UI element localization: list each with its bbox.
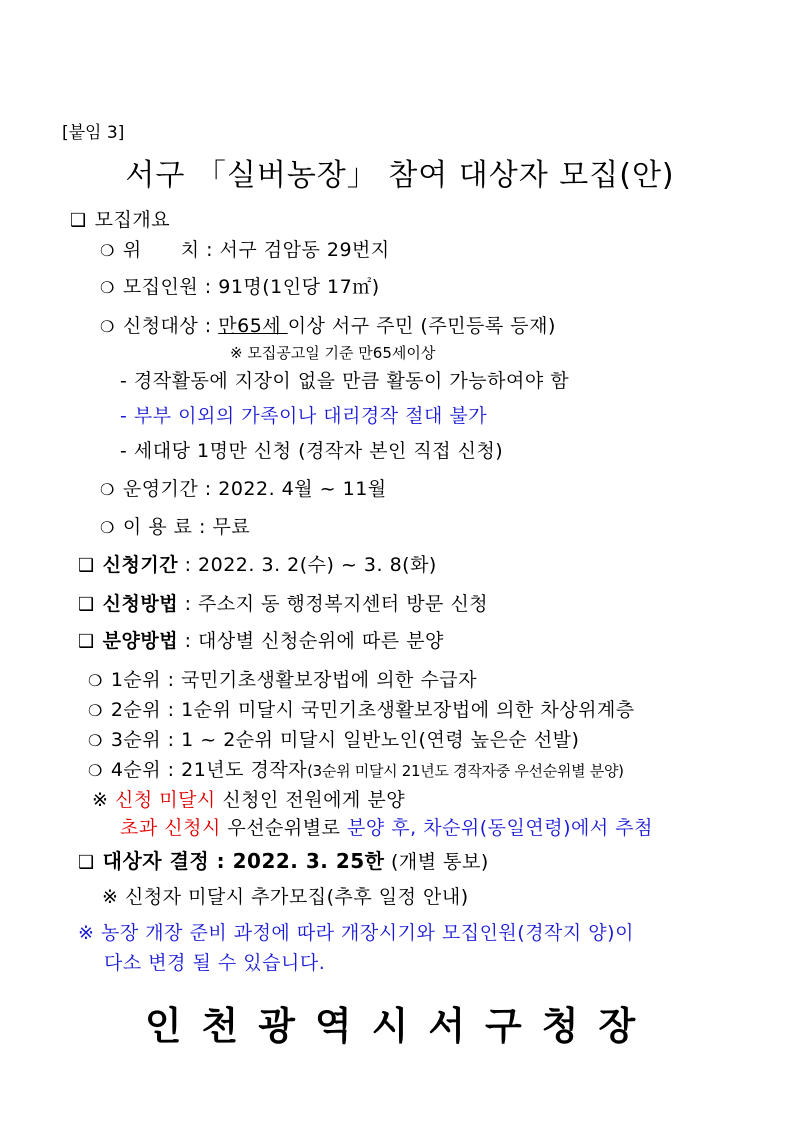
period-text: 운영기간 : 2022. 4월 ~ 11월 <box>122 478 387 500</box>
overview-fee <box>100 512 250 539</box>
note-icon: ※ <box>102 886 119 908</box>
square-bullet-icon: ❑ <box>70 210 87 231</box>
priority-2 <box>88 695 635 722</box>
application-period-value: : 2022. 3. 2(수) ~ 3. 8(화) <box>178 554 437 576</box>
undersubscribed-label: 신청 미달시 <box>114 789 216 811</box>
application-method-value: : 주소지 동 행정복지센터 방문 신청 <box>178 593 489 615</box>
overview-period <box>100 474 387 501</box>
condition-3 <box>120 436 503 463</box>
circle-bullet-icon: ❍ <box>88 671 103 690</box>
decision-note-text: 신청자 미달시 추가모집(추후 일정 안내) <box>124 886 469 908</box>
priority-4-note: (3순위 미달시 21년도 경작자중 우선순위별 분양) <box>307 762 624 780</box>
eligibility-prefix: 신청대상 : <box>122 315 219 337</box>
circle-bullet-icon: ❍ <box>88 701 103 720</box>
note-icon: ※ <box>78 922 95 944</box>
circle-bullet-icon: ❍ <box>100 241 115 260</box>
note-icon: ※ <box>92 789 109 811</box>
allocation-value: : 대상별 신청순위에 따른 분양 <box>178 630 444 652</box>
priority-3 <box>88 725 579 752</box>
overview-location <box>100 235 390 262</box>
circle-bullet-icon: ❍ <box>88 731 103 750</box>
circle-bullet-icon: ❍ <box>100 278 115 297</box>
condition-2 <box>120 401 487 428</box>
dash-icon: - <box>120 405 128 427</box>
capacity-text: 모집인원 : 91명(1인당 17㎡) <box>122 276 380 298</box>
priority-4 <box>88 755 624 782</box>
allocation-note-oversubscribed <box>120 813 653 840</box>
condition-1 <box>120 366 569 393</box>
section-allocation <box>78 626 444 653</box>
eligibility-rest: 이상 서구 주민 (주민등록 등재) <box>287 315 556 337</box>
oversubscribed-label: 초과 신청시 <box>120 817 221 839</box>
circle-bullet-icon: ❍ <box>88 761 103 780</box>
allocation-note-undersubscribed <box>92 785 405 812</box>
circle-bullet-icon: ❍ <box>100 317 115 336</box>
disclaimer-line-2: 다소 변경 될 수 있습니다. <box>104 952 326 974</box>
priority-4-text: 4순위 : 21년도 경작자 <box>110 759 308 781</box>
square-bullet-icon: ❑ <box>78 594 95 615</box>
document-title: 서구 「실버농장」 참여 대상자 모집(안) <box>125 158 675 193</box>
undersubscribed-text: 신청인 전원에게 분양 <box>215 789 406 811</box>
section-overview <box>70 205 170 232</box>
application-method-label: 신청방법 <box>102 593 179 615</box>
overview-heading: 모집개요 <box>94 209 171 231</box>
section-application-period <box>78 550 437 577</box>
decision-suffix: (개별 통보) <box>384 851 489 873</box>
priority-1 <box>88 665 477 692</box>
square-bullet-icon: ❑ <box>78 631 95 652</box>
oversubscribed-text: 우선순위별로 <box>220 817 348 839</box>
issuer-signature: 인천광역시서구청장 <box>144 1004 656 1048</box>
attachment-label: [붙임 3] <box>62 123 125 143</box>
circle-bullet-icon: ❍ <box>100 480 115 499</box>
decision-note <box>102 882 469 909</box>
oversubscribed-lottery: 분양 후, 차순위(동일연령)에서 추첨 <box>347 817 653 839</box>
priority-3-text: 3순위 : 1 ~ 2순위 미달시 일반노인(연령 높은순 선발) <box>110 729 580 751</box>
eligibility-age: 만65세 <box>218 315 288 337</box>
dash-icon: - <box>120 370 128 392</box>
overview-capacity <box>100 272 380 299</box>
location-text: 위 치 : 서구 검암동 29번지 <box>122 239 390 261</box>
dash-icon: - <box>120 440 128 462</box>
section-application-method <box>78 589 488 616</box>
decision-label: 대상자 결정 : 2022. 3. 25한 <box>102 849 385 873</box>
condition-1-text: 경작활동에 지장이 없을 만큼 활동이 가능하여야 함 <box>133 370 570 392</box>
fee-text: 이 용 료 : 무료 <box>122 516 251 538</box>
disclaimer-text-1: 농장 개장 준비 과정에 따라 개장시기와 모집인원(경작지 양)이 <box>100 922 634 944</box>
eligibility-note: ※ 모집공고일 기준 만65세이상 <box>230 344 436 362</box>
allocation-label: 분양방법 <box>102 630 179 652</box>
overview-eligibility <box>100 311 556 338</box>
square-bullet-icon: ❑ <box>78 555 95 576</box>
condition-2-text: 부부 이외의 가족이나 대리경작 절대 불가 <box>133 405 488 427</box>
square-bullet-icon: ❑ <box>78 852 95 873</box>
priority-1-text: 1순위 : 국민기초생활보장법에 의한 수급자 <box>110 669 478 691</box>
priority-2-text: 2순위 : 1순위 미달시 국민기초생활보장법에 의한 차상위계층 <box>110 699 635 721</box>
disclaimer-line-1 <box>78 918 634 945</box>
circle-bullet-icon: ❍ <box>100 518 115 537</box>
condition-3-text: 세대당 1명만 신청 (경작자 본인 직접 신청) <box>133 440 504 462</box>
section-decision <box>78 845 489 874</box>
application-period-label: 신청기간 <box>102 554 179 576</box>
